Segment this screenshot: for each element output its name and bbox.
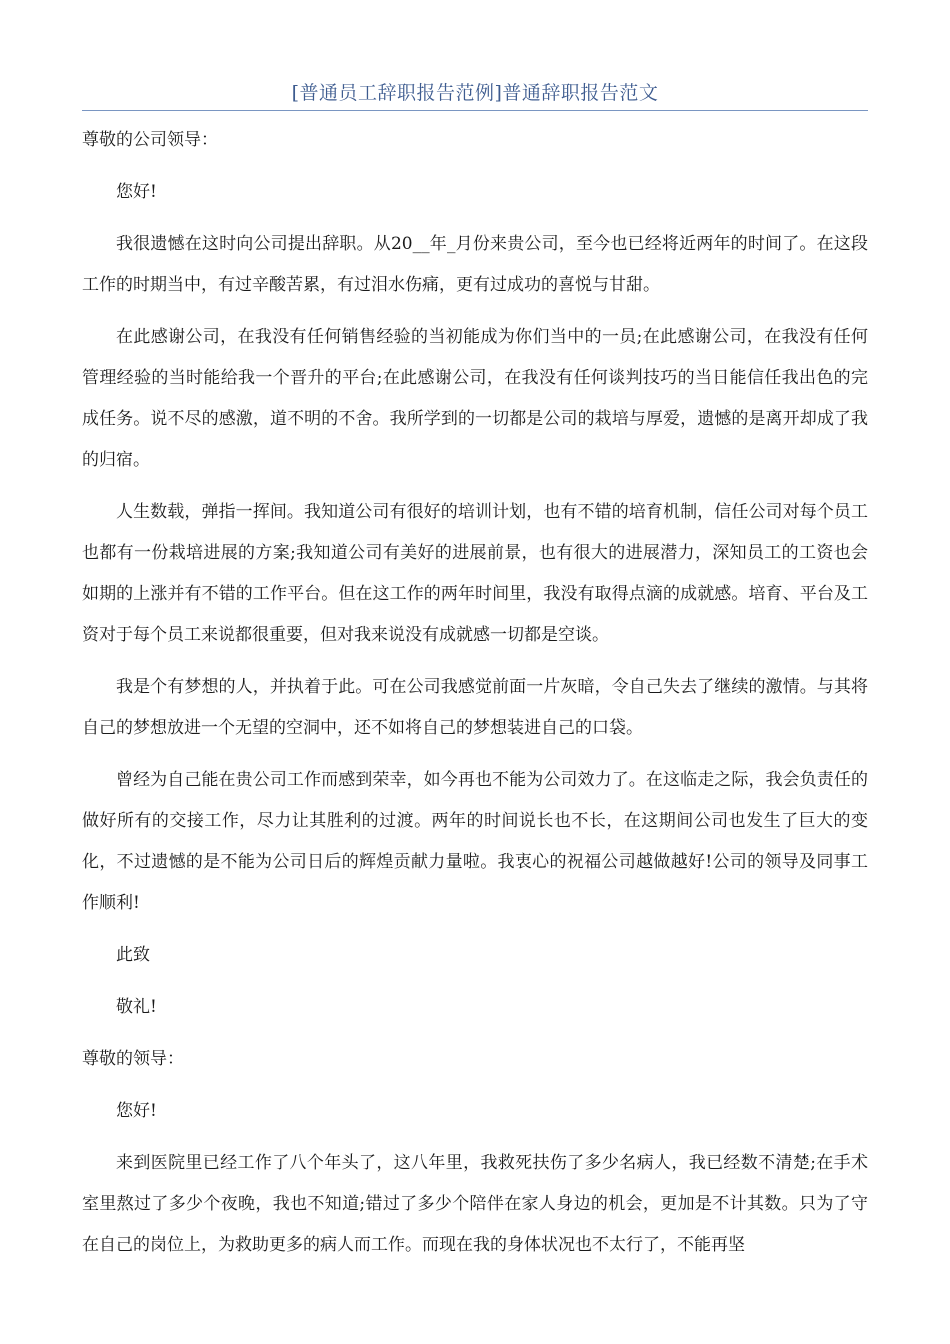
salutation: 尊敬的领导：	[82, 1049, 184, 1069]
page-header	[82, 78, 868, 111]
paragraph: 我是个有梦想的人，并执着于此。可在公司我感觉前面一片灰暗，令自己失去了继续的激情。与其将自己的梦想放进一个无望的空洞中，还不如将自己的梦想装进自己的口袋。	[82, 677, 868, 738]
paragraph: 人生数载，弹指一挥间。我知道公司有很好的培训计划，也有不错的培育机制，信任公司对每个员工也都有一份栽培进展的方案;我知道公司有美好的进展前景，也有很大的进展潜力，深知员工的工资也会如期的上涨并有不错的工作平台。但在这工作的两年时间里，我没有取得点滴的成就感。培育、平台及工资对于每个员工来说都很重要，但对我来说没有成就感一切都是空谈。	[82, 502, 868, 645]
paragraph: 在此感谢公司，在我没有任何销售经验的当初能成为你们当中的一员;在此感谢公司，在我没有任何管理经验的当时能给我一个晋升的平台;在此感谢公司，在我没有任何谈判技巧的当日能信任我出色的完成任务。说不尽的感激，道不明的不舍。我所学到的一切都是公司的栽培与厚爱，遗憾的是离开却成了我的归宿。	[82, 327, 868, 470]
greeting: 您好!	[116, 1101, 157, 1121]
paragraph: 来到医院里已经工作了八个年头了，这八年里，我救死扶伤了多少名病人，我已经数不清楚;在手术室里熬过了多少个夜晚，我也不知道;错过了多少个陪伴在家人身边的机会，更加是不计其数。只为了守在自己的岗位上，为救助更多的病人而工作。而现在我的身体状况也不太行了，不能再坚	[82, 1153, 868, 1255]
document-body	[82, 120, 868, 1277]
salutation: 尊敬的公司领导：	[82, 130, 218, 150]
page-title: [普通员工辞职报告范例]普通辞职报告范文	[291, 82, 659, 104]
closing-line: 敬礼!	[116, 997, 157, 1017]
closing-line: 此致	[116, 945, 150, 965]
greeting: 您好!	[116, 182, 157, 202]
paragraph: 曾经为自己能在贵公司工作而感到荣幸，如今再也不能为公司效力了。在这临走之际，我会负责任的做好所有的交接工作，尽力让其胜利的过渡。两年的时间说长也不长，在这期间公司也发生了巨大的变化，不过遗憾的是不能为公司日后的辉煌贡献力量啦。我衷心的祝福公司越做越好!公司的领导及同事工作顺利!	[82, 770, 868, 913]
paragraph: 我很遗憾在这时向公司提出辞职。从20__年_月份来贵公司，至今也已经将近两年的时间了。在这段工作的时期当中，有过辛酸苦累，有过泪水伤痛，更有过成功的喜悦与甘甜。	[82, 234, 868, 295]
